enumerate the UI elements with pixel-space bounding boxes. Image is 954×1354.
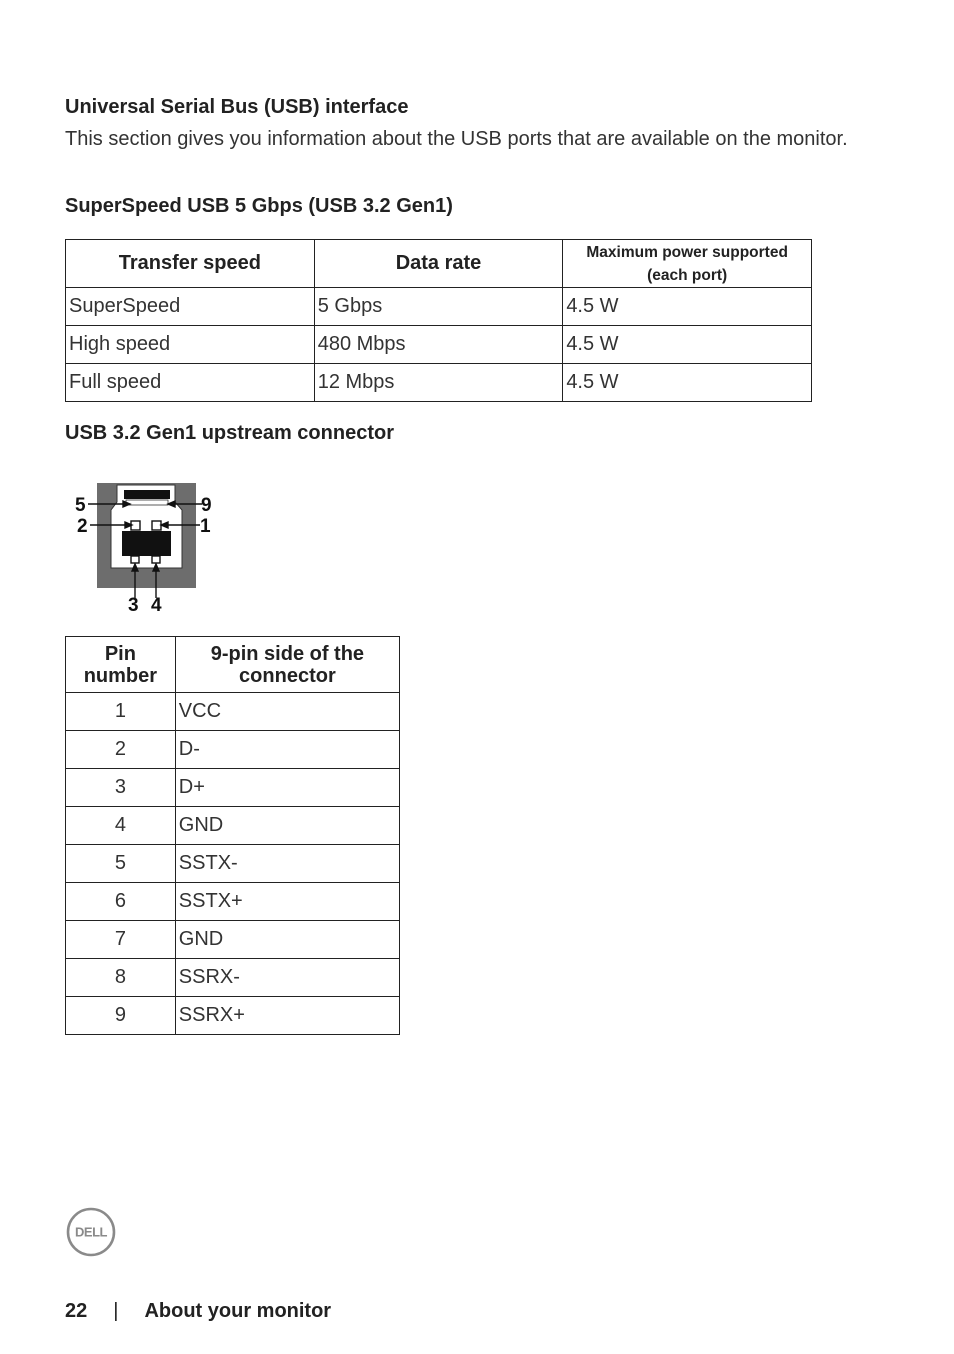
- cell-pin-signal: GND: [175, 807, 399, 845]
- pin-label-4: 4: [151, 595, 162, 615]
- table-row: [66, 326, 812, 364]
- cell-max-power: 4.5 W: [563, 288, 812, 326]
- cell-data-rate: 5 Gbps: [314, 288, 563, 326]
- cell-pin-number: 1: [66, 693, 176, 731]
- table-row: [66, 364, 812, 402]
- cell-pin-signal: D-: [175, 731, 399, 769]
- table-header-row: [66, 637, 400, 693]
- table-row: [66, 769, 400, 807]
- cell-pin-signal: SSTX+: [175, 883, 399, 921]
- page-number: 22: [65, 1300, 88, 1322]
- header-transfer-speed: Transfer speed: [66, 240, 315, 288]
- cell-pin-number: 5: [66, 845, 176, 883]
- section-title: Universal Serial Bus (USB) interface: [65, 96, 409, 118]
- cell-pin-signal: D+: [175, 769, 399, 807]
- page-footer: [65, 1300, 331, 1323]
- cell-pin-signal: VCC: [175, 693, 399, 731]
- connector-body: [97, 483, 196, 588]
- pin-table: [65, 636, 400, 1035]
- cell-transfer-speed: SuperSpeed: [66, 288, 315, 326]
- table-row: [66, 921, 400, 959]
- pin-label-1: 1: [200, 516, 211, 537]
- pin-label-3: 3: [128, 595, 139, 615]
- header-data-rate: Data rate: [314, 240, 563, 288]
- footer-separator: |: [113, 1300, 119, 1322]
- cell-max-power: 4.5 W: [563, 364, 812, 402]
- table-row: [66, 693, 400, 731]
- cell-max-power: 4.5 W: [563, 326, 812, 364]
- table-row: [66, 845, 400, 883]
- pin-label-2: 2: [77, 516, 88, 537]
- cell-data-rate: 12 Mbps: [314, 364, 563, 402]
- cell-pin-number: 3: [66, 769, 176, 807]
- cell-pin-number: 4: [66, 807, 176, 845]
- intro-text: This section gives you information about the USB ports that are available on the monitor.: [65, 128, 848, 150]
- footer-chapter-title: About your monitor: [144, 1300, 332, 1322]
- cell-pin-signal: SSRX-: [175, 959, 399, 997]
- cell-pin-number: 8: [66, 959, 176, 997]
- table-row: [66, 997, 400, 1035]
- dell-logo-icon: [66, 1206, 116, 1258]
- cell-transfer-speed: High speed: [66, 326, 315, 364]
- connector-section-title: USB 3.2 Gen1 upstream connector: [65, 422, 394, 444]
- pin-label-5: 5: [75, 495, 86, 516]
- cell-transfer-speed: Full speed: [66, 364, 315, 402]
- pin-label-9: 9: [201, 495, 212, 516]
- cell-pin-signal: SSRX+: [175, 997, 399, 1035]
- dell-logo-text: DELL: [75, 1224, 107, 1240]
- table-header-row: [66, 240, 812, 288]
- cell-pin-signal: SSTX-: [175, 845, 399, 883]
- table-row: [66, 807, 400, 845]
- cell-pin-number: 7: [66, 921, 176, 959]
- speed-table: [65, 239, 812, 402]
- speed-section-title: SuperSpeed USB 5 Gbps (USB 3.2 Gen1): [65, 195, 453, 217]
- table-row: [66, 288, 812, 326]
- header-pin-side: 9-pin side of the connector: [175, 637, 399, 693]
- header-max-power: Maximum power supported (each port): [563, 240, 812, 288]
- cell-data-rate: 480 Mbps: [314, 326, 563, 364]
- table-row: [66, 731, 400, 769]
- usb-b-connector-diagram: [72, 480, 222, 615]
- cell-pin-number: 9: [66, 997, 176, 1035]
- cell-pin-number: 6: [66, 883, 176, 921]
- table-row: [66, 959, 400, 997]
- table-row: [66, 883, 400, 921]
- cell-pin-signal: GND: [175, 921, 399, 959]
- header-pin-number: Pin number: [66, 637, 176, 693]
- cell-pin-number: 2: [66, 731, 176, 769]
